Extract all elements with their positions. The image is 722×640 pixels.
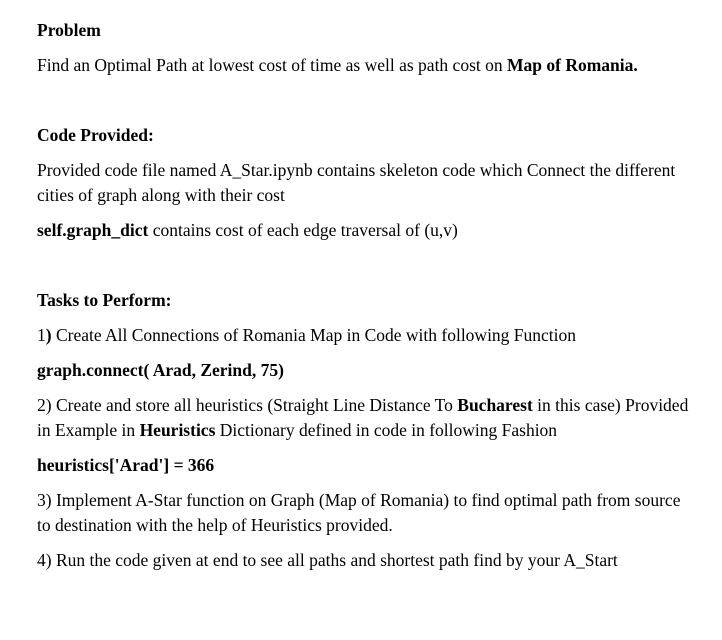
- task-1-number: 1: [37, 325, 46, 345]
- task-4: 4) Run the code given at end to see all paths and shortest path find by your A_Start: [37, 550, 618, 570]
- task-3: 3) Implement A-Star function on Graph (Map of Romania) to find optimal path from source to destination with the help of Heuristics provided.: [37, 490, 681, 535]
- task-2-part-c: Dictionary defined in code in following Fashion: [215, 420, 558, 440]
- problem-statement: [37, 53, 697, 78]
- graph-dict-bold: self.graph_dict: [37, 220, 149, 240]
- document-body: [37, 18, 697, 573]
- code-provided-heading: Code Provided:: [37, 125, 154, 145]
- task-2-part-b: in this case) Provided in Example in: [37, 395, 689, 440]
- tasks-heading: Tasks to Perform:: [37, 290, 172, 310]
- heuristics-bold: Heuristics: [139, 420, 216, 440]
- task-1-paren: ): [45, 325, 52, 345]
- heuristics-example: heuristics['Arad'] = 366: [37, 455, 215, 475]
- task-2-part-a: 2) Create and store all heuristics (Straight Line Distance To: [37, 395, 458, 415]
- task-2: [37, 393, 697, 443]
- map-of-romania-bold: Map of Romania.: [507, 55, 638, 75]
- graph-dict-text: contains cost of each edge traversal of (u,v): [148, 220, 458, 240]
- task-1-text: Create All Connections of Romania Map in Code with following Function: [51, 325, 577, 345]
- connect-example: graph.connect( Arad, Zerind, 75): [37, 360, 284, 380]
- problem-statement-text: Find an Optimal Path at lowest cost of time as well as path cost on: [37, 55, 507, 75]
- graph-dict-description: [37, 218, 697, 243]
- task-1: [37, 323, 697, 348]
- problem-heading: Problem: [37, 20, 101, 40]
- bucharest-bold: Bucharest: [457, 395, 533, 415]
- code-provided-description: Provided code file named A_Star.ipynb contains skeleton code which Connect the different cities of graph along with their cost: [37, 160, 676, 205]
